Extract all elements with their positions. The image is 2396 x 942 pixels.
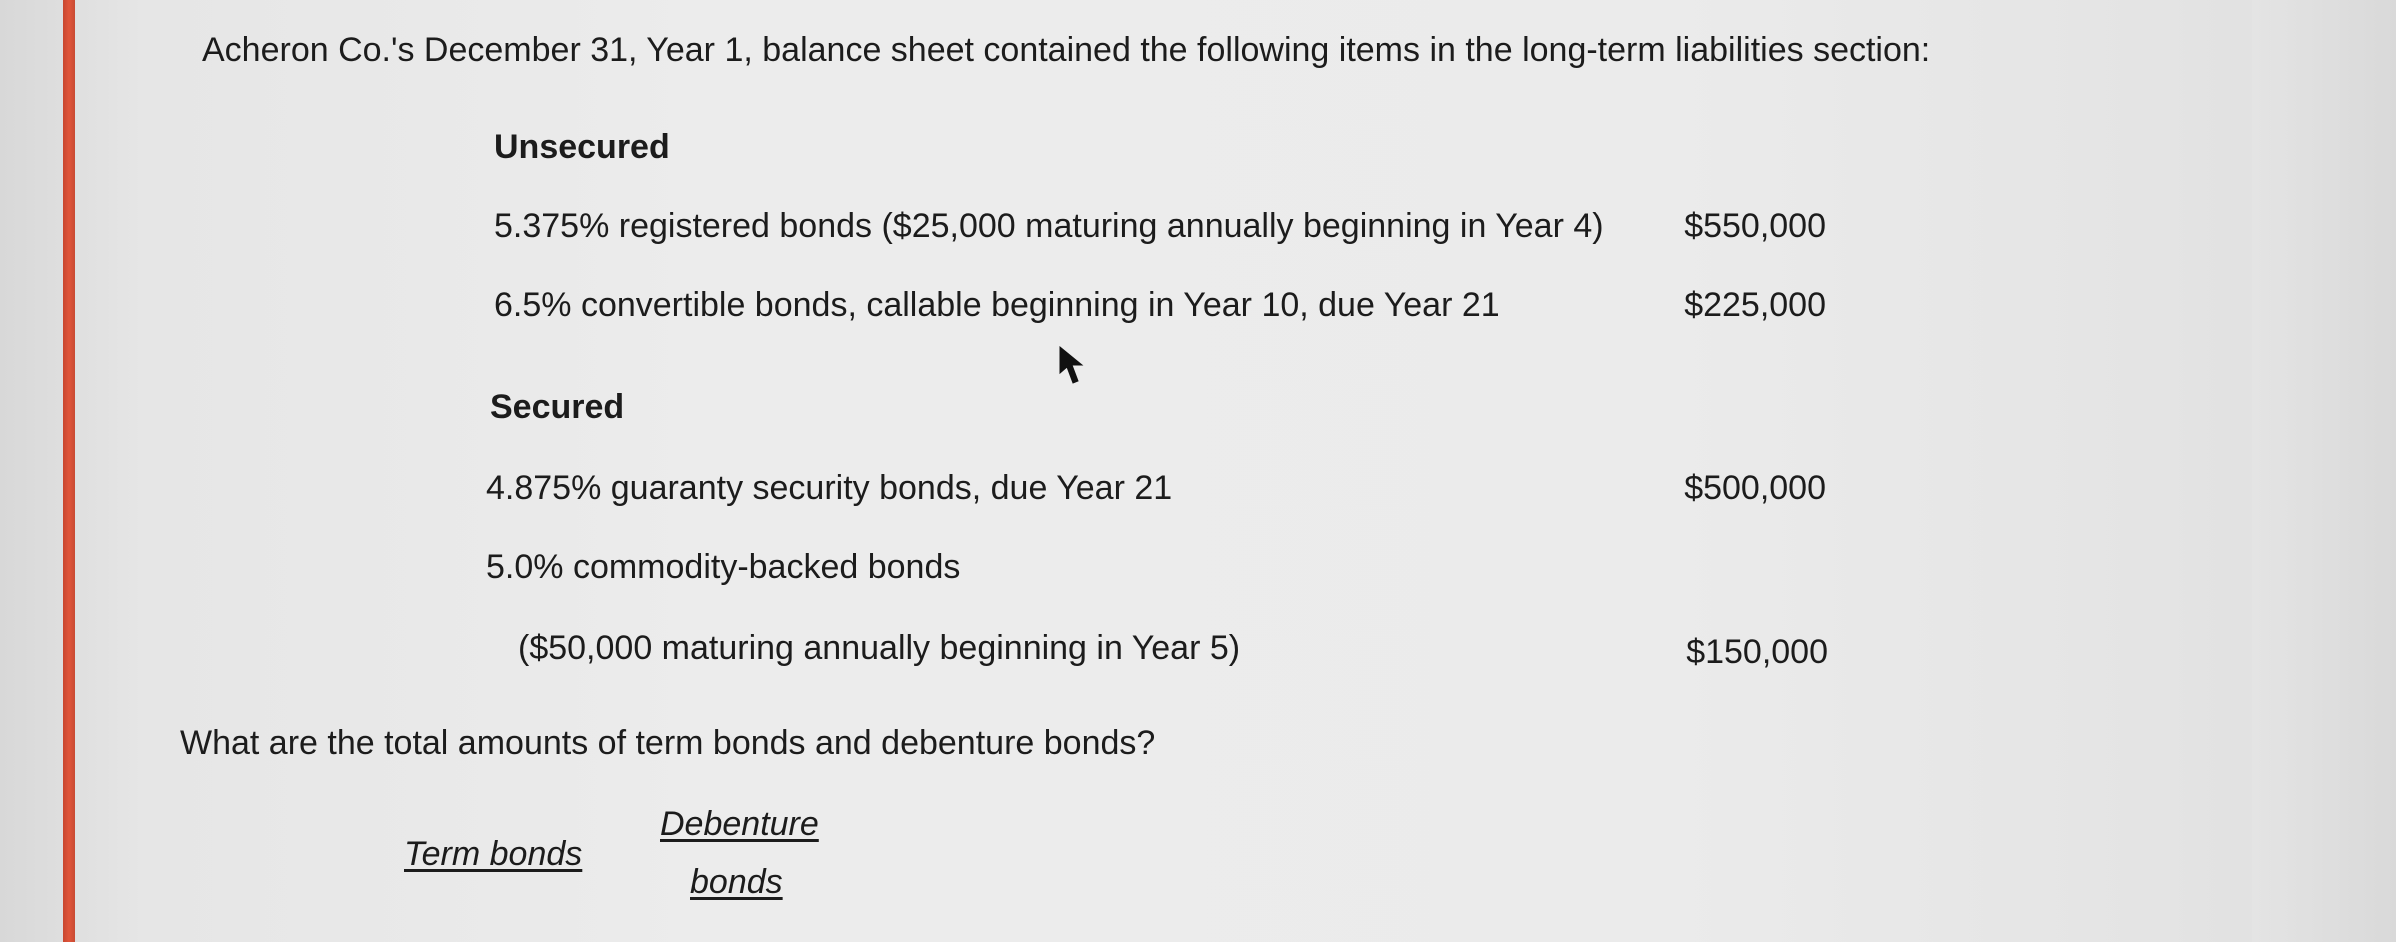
secured-heading: Secured: [490, 388, 625, 426]
unsecured-item-1-label: 5.375% registered bonds ($25,000 maturing annually beginning in Year 4): [494, 207, 1604, 245]
question-intro: Acheron Co.'s December 31, Year 1, balance sheet contained the following items in the long-term liabilities section:: [202, 31, 1931, 69]
mouse-pointer-icon: [1058, 345, 1086, 385]
term-bonds-header: Term bonds: [404, 835, 583, 873]
secured-item-2-label: 5.0% commodity-backed bonds: [486, 548, 961, 586]
secured-item-1-label: 4.875% guaranty security bonds, due Year 21: [486, 469, 1173, 507]
unsecured-item-1-amount: $550,000: [1684, 207, 1826, 245]
unsecured-item-2-amount: $225,000: [1684, 286, 1826, 324]
secured-item-3-label: ($50,000 maturing annually beginning in Year 5): [518, 629, 1241, 667]
secured-item-1-amount: $500,000: [1684, 469, 1826, 507]
unsecured-item-2-label: 6.5% convertible bonds, callable beginning in Year 10, due Year 21: [494, 286, 1500, 324]
secured-item-3-amount: $150,000: [1686, 633, 1828, 671]
unsecured-heading: Unsecured: [494, 128, 670, 166]
debenture-bonds-header-line1: Debenture: [660, 805, 819, 843]
question-prompt: What are the total amounts of term bonds and debenture bonds?: [180, 724, 1156, 762]
debenture-bonds-header-line2: bonds: [690, 863, 783, 901]
red-margin-line: [63, 0, 75, 942]
screen-edge: [2252, 0, 2396, 942]
